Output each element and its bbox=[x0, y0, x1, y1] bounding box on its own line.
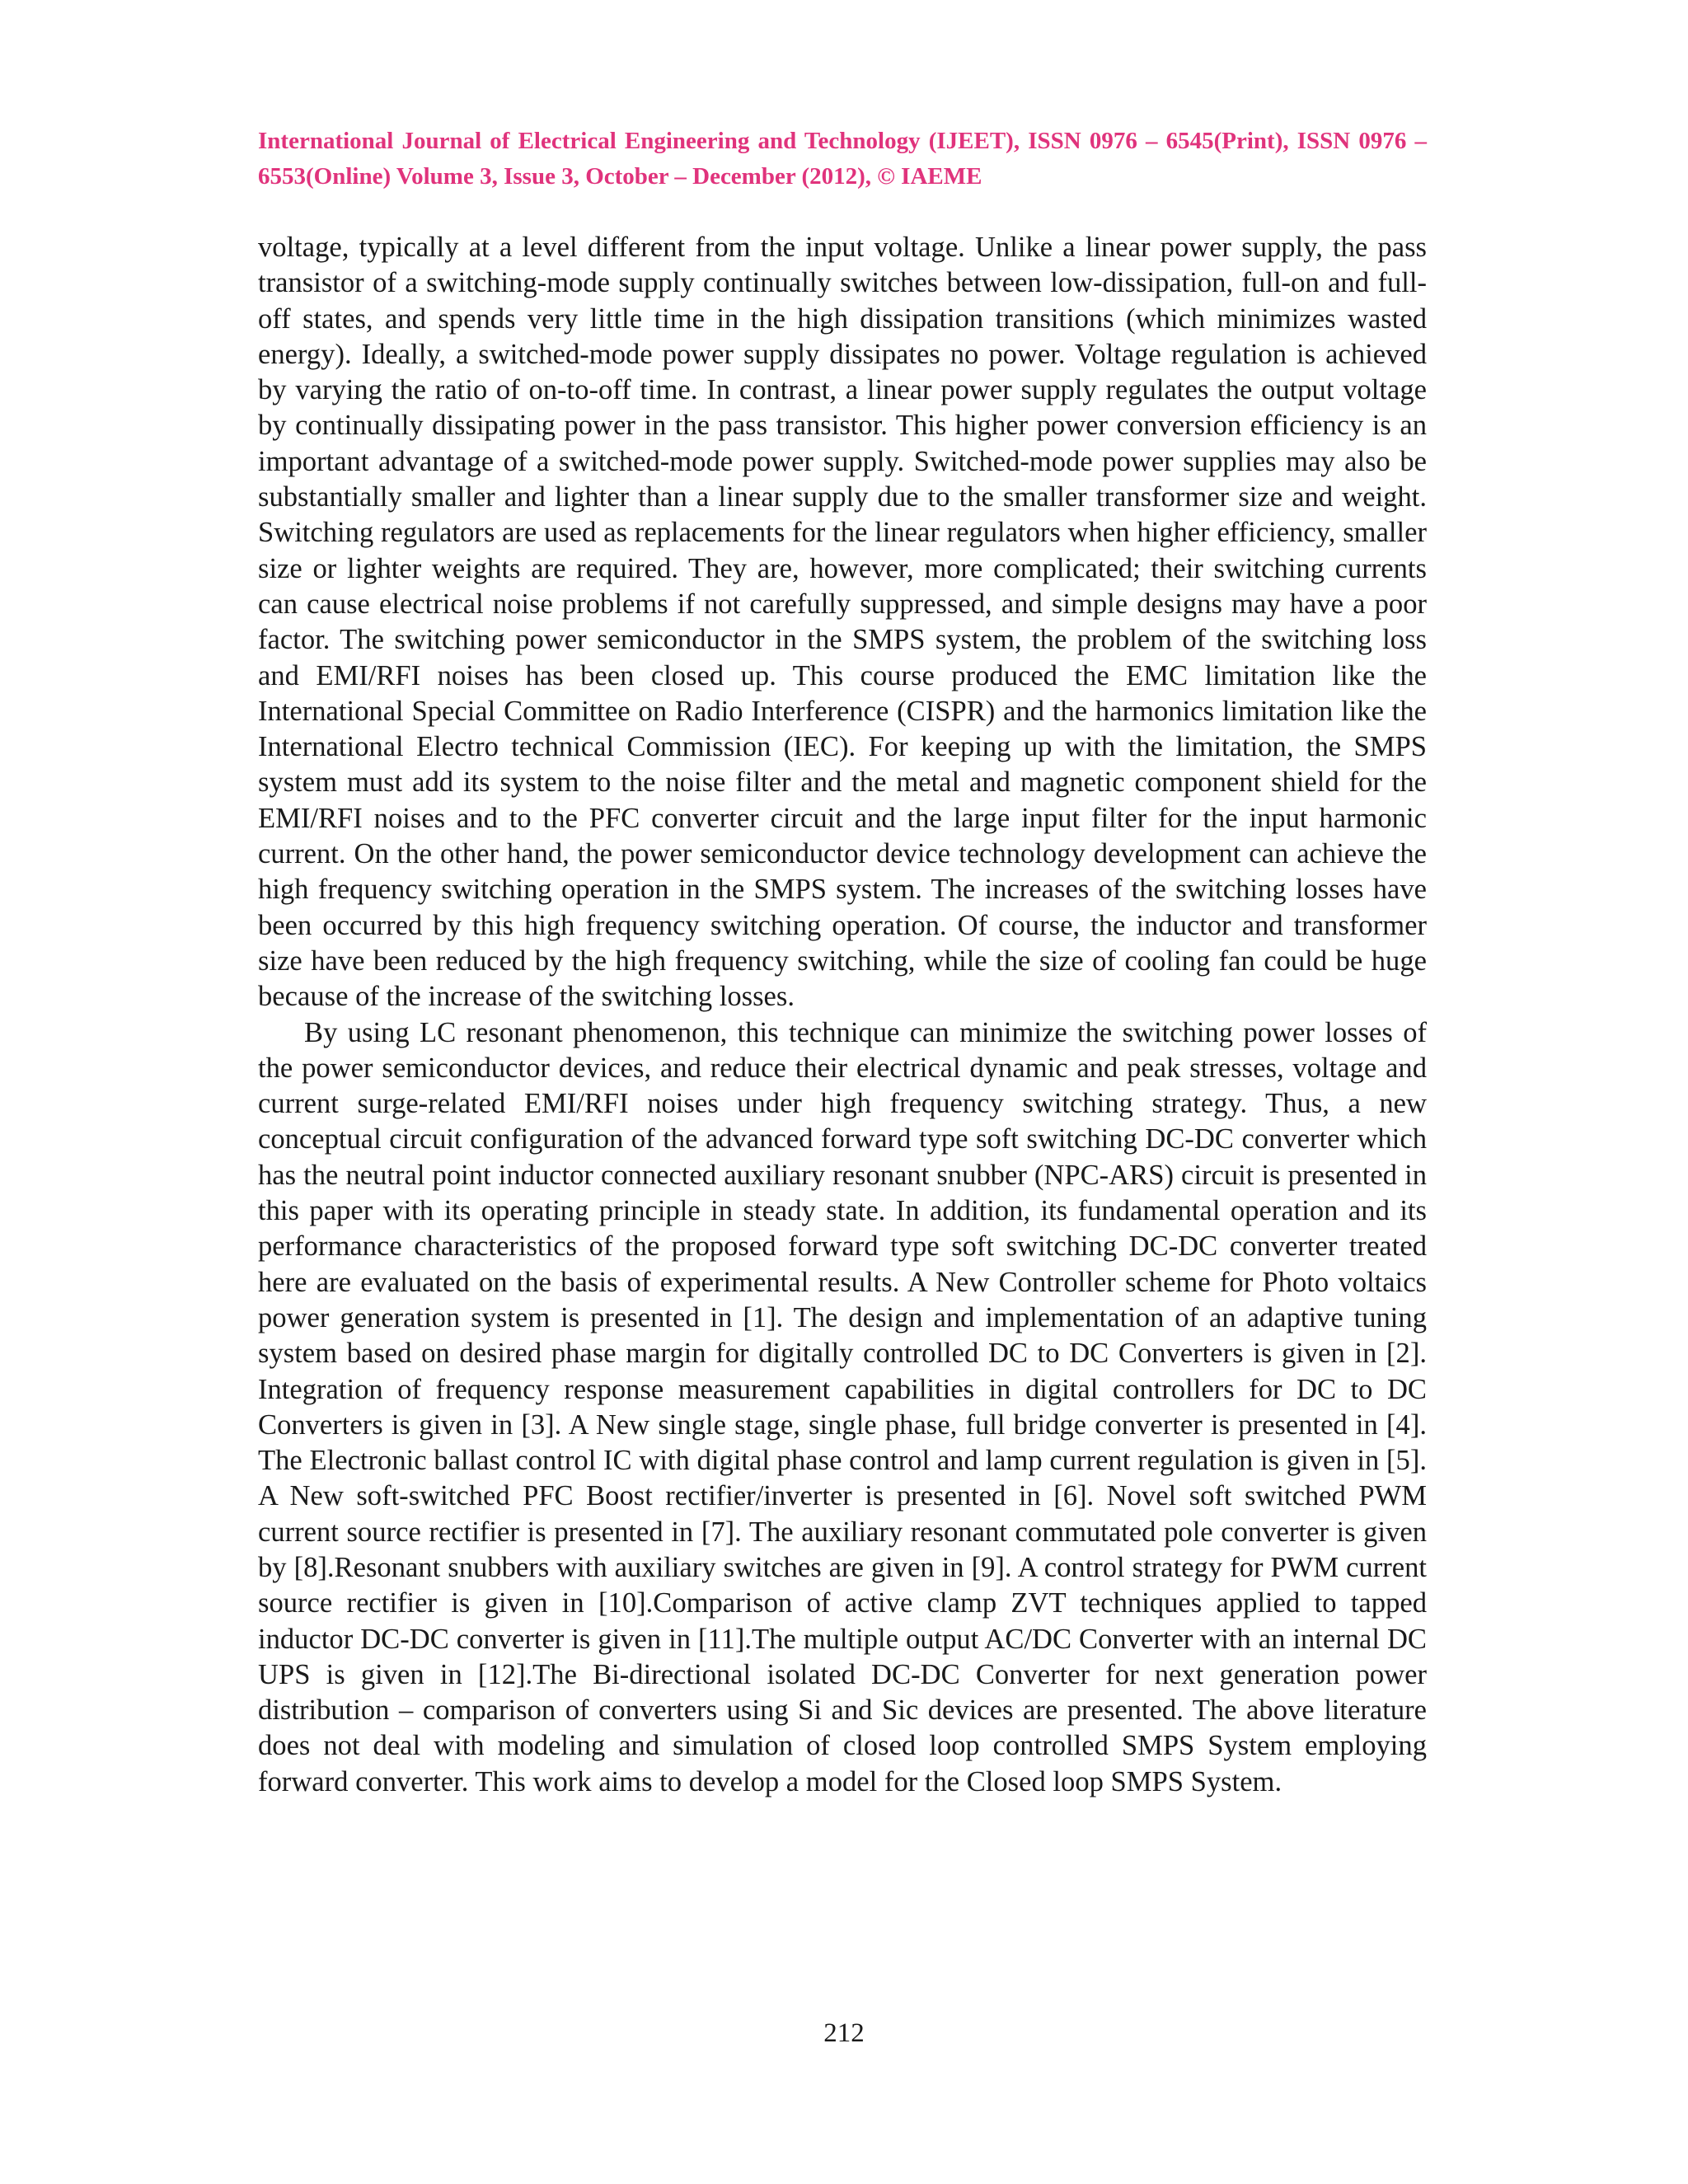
paragraph-1: voltage, typically at a level different from the input voltage. Unlike a linear power supply, the pass transistor of a switching-mode supply continually switches between low-dissipation, full-on and full-off states, and spends very little time in the high dissipation transitions (which minimizes wasted energy). Ideally, a switched-mode power supply dissipates no power. Voltage regulation is achieved by varying the ratio of on-to-off time. In contrast, a linear power supply regulates the output voltage by continually dissipating power in the pass transistor. This higher power conversion efficiency is an important advantage of a switched-mode power supply. Switched-mode power supplies may also be substantially smaller and lighter than a linear supply due to the smaller transformer size and weight. Switching regulators are used as replacements for the linear regulators when higher efficiency, smaller size or lighter weights are required. They are, however, more complicated; their switching currents can cause electrical noise problems if not carefully suppressed, and simple designs may have a poor factor. The switching power semiconductor in the SMPS system, the problem of the switching loss and EMI/RFI noises has been closed up. This course produced the EMC limitation like the International Special Committee on Radio Interference (CISPR) and the harmonics limitation like the International Electro technical Commission (IEC). For keeping up with the limitation, the SMPS system must add its system to the noise filter and the metal and magnetic component shield for the EMI/RFI noises and to the PFC converter circuit and the large input filter for the input harmonic current. On the other hand, the power semiconductor device technology development can achieve the high frequency switching operation in the SMPS system. The increases of the switching losses have been occurred by this high frequency switching operation. Of course, the inductor and transformer size have been reduced by the high frequency switching, while the size of cooling fan could be huge because of the increase of the switching losses. bbox=[258, 232, 1427, 1013]
journal-header: International Journal of Electrical Engineering and Technology (IJEET), ISSN 0976 – 6545(Print), ISSN 0976 – 6553(Online) Volume 3, Issue 3, October – December (2012), © IAEME bbox=[258, 128, 1427, 190]
page-number: 212 bbox=[823, 2018, 865, 2048]
body-text bbox=[258, 230, 1427, 1800]
paragraph-2: By using LC resonant phenomenon, this technique can minimize the switching power losses of the power semiconductor devices, and reduce their electrical dynamic and peak stresses, voltage and current surge-related EMI/RFI noises under high frequency switching strategy. Thus, a new conceptual circuit configuration of the advanced forward type soft switching DC-DC converter which has the neutral point inductor connected auxiliary resonant snubber (NPC-ARS) circuit is presented in this paper with its operating principle in steady state. In addition, its fundamental operation and its performance characteristics of the proposed forward type soft switching DC-DC converter treated here are evaluated on the basis of experimental results. A New Controller scheme for Photo voltaics power generation system is presented in [1]. The design and implementation of an adaptive tuning system based on desired phase margin for digitally controlled DC to DC Converters is given in [2]. Integration of frequency response measurement capabilities in digital controllers for DC to DC Converters is given in [3]. A New single stage, single phase, full bridge converter is presented in [4]. The Electronic ballast control IC with digital phase control and lamp current regulation is given in [5]. A New soft-switched PFC Boost rectifier/inverter is presented in [6]. Novel soft switched PWM current source rectifier is presented in [7]. The auxiliary resonant commutated pole converter is given by [8].Resonant snubbers with auxiliary switches are given in [9]. A control strategy for PWM current source rectifier is given in [10].Comparison of active clamp ZVT techniques applied to tapped inductor DC-DC converter is given in [11].The multiple output AC/DC Converter with an internal DC UPS is given in [12].The Bi-directional isolated DC-DC Converter for next generation power distribution – comparison of converters using Si and Sic devices are presented. The above literature does not deal with modeling and simulation of closed loop controlled SMPS System employing forward converter. This work aims to develop a model for the Closed loop SMPS System. bbox=[258, 1016, 1427, 1797]
